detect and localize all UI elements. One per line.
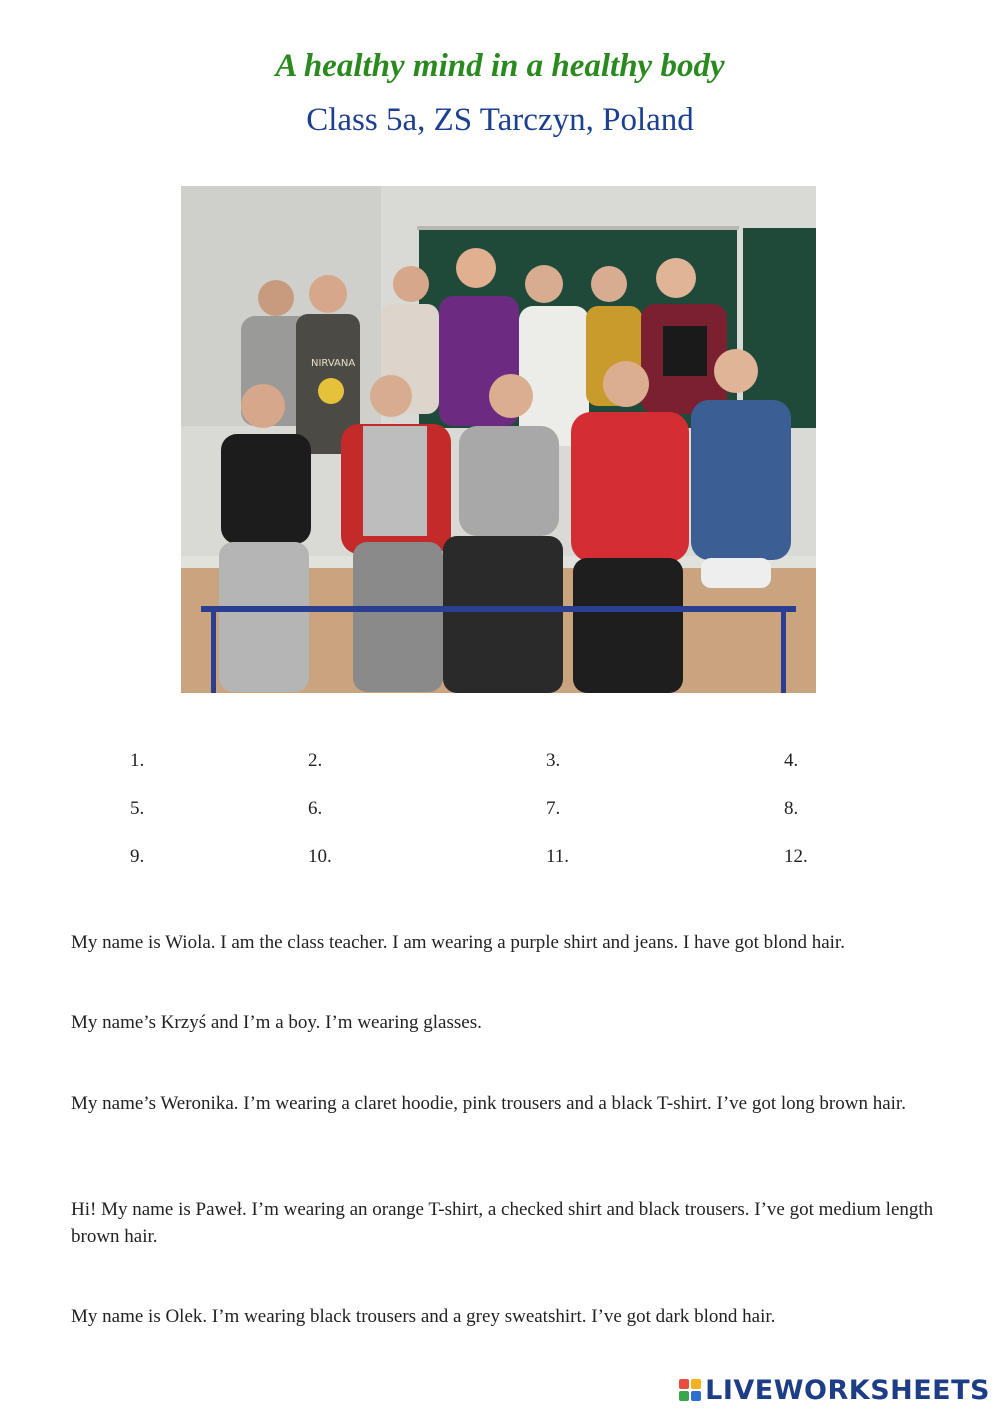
nirvana-shirt-text: NIRVANA	[311, 358, 356, 369]
worksheet-subtitle: Class 5a, ZS Tarczyn, Poland	[306, 102, 694, 138]
description-paragraph: My name’s Krzyś and I’m a boy. I’m wearing glasses.	[71, 1012, 482, 1033]
numbered-answer-grid	[0, 748, 1000, 878]
liveworksheets-logo[interactable]	[679, 1375, 990, 1405]
answer-number: 10.	[308, 846, 332, 867]
answer-number: 7.	[546, 798, 561, 819]
logo-mark-icon	[679, 1379, 701, 1401]
answer-number: 8.	[784, 798, 799, 819]
description-paragraph: My name’s Weronika. I’m wearing a claret hoodie, pink trousers and a black T-shirt. I’ve got long brown hair.	[71, 1093, 906, 1114]
class-photo-illustration	[181, 186, 816, 693]
answer-number: 1.	[130, 750, 145, 771]
answer-number: 3.	[546, 750, 561, 771]
description-paragraph: Hi! My name is Paweł. I’m wearing an orange T-shirt, a checked shirt and black trousers. I’ve got medium length brown hair.	[71, 1199, 934, 1247]
class-photo	[181, 186, 816, 693]
answer-number: 12.	[784, 846, 808, 867]
description-paragraph: My name is Olek. I’m wearing black trousers and a grey sweatshirt. I’ve got dark blond hair.	[71, 1306, 776, 1327]
description-paragraph: My name is Wiola. I am the class teacher. I am wearing a purple shirt and jeans. I have got blond hair.	[71, 932, 845, 953]
answer-number: 5.	[130, 798, 145, 819]
worksheet-title: A healthy mind in a healthy body	[275, 48, 725, 84]
logo-text: LIVEWORKSHEETS	[705, 1374, 990, 1406]
answer-number: 9.	[130, 846, 145, 867]
answer-number: 6.	[308, 798, 323, 819]
answer-number: 2.	[308, 750, 323, 771]
answer-number: 11.	[546, 846, 570, 867]
answer-number: 4.	[784, 750, 799, 771]
